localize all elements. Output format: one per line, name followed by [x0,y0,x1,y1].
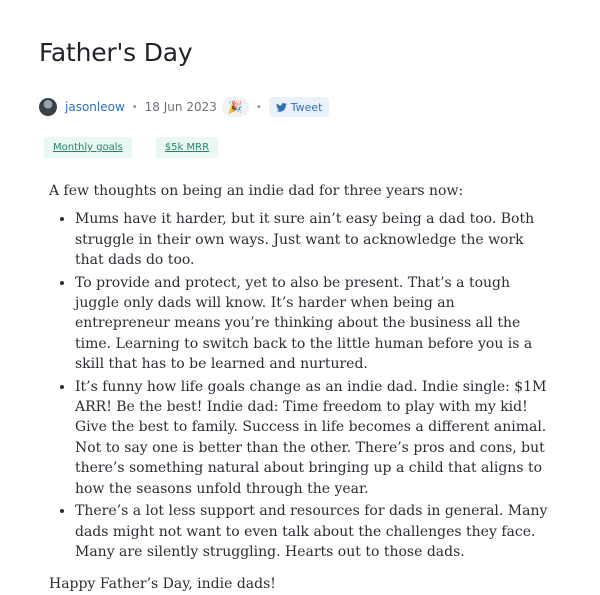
list-item: • It’s funny how life goals change as an indie dad. Indie single: $1M ARR! Be the best! Indie dad: Time freedom to play with my kid! Give the best to family. Success in life becomes a different animal. Not to say one is better than the other. There’s pros and cons, but there’s something natural about bringing up a child that aligns to how the seasons unfold through the year. [75,377,549,499]
author-link[interactable]: jasonleow [65,100,125,114]
post-body [49,181,549,595]
reaction-button[interactable] [222,97,249,117]
party-popper-icon: 🎉 [227,100,243,114]
post-date: 18 Jun 2023 [144,100,217,114]
bullet-list [49,209,549,562]
separator-dot-icon: • [255,101,262,113]
twitter-bird-icon [276,103,287,112]
tag-5k-mrr[interactable]: $5k MRR [156,137,218,158]
list-item: • To provide and protect, yet to also be present. That’s a tough juggle only dads will know. It’s harder when being an entrepreneur means you’re thinking about the business all the time. Learning to switch back to the little human before you is a skill that has to be learned and nurtured. [75,273,549,375]
tag-list [44,137,218,158]
post-outro: Happy Father’s Day, indie dads! [49,576,276,593]
list-item: • Mums have it harder, but it sure ain’t easy being a dad too. Both struggle in their own ways. Just want to acknowledge the work that dads do too. [75,209,549,270]
post-title: Father's Day [39,38,193,67]
tweet-button[interactable] [269,97,330,117]
list-item: • There’s a lot less support and resources for dads in general. Many dads might not want to even talk about the challenges they face. Many are silently struggling. Hearts out to those dads. [75,501,549,562]
post-meta [39,96,329,118]
avatar[interactable] [39,98,57,116]
tag-monthly-goals[interactable]: Monthly goals [44,137,132,158]
separator-dot-icon: • [131,101,138,113]
tweet-label: Tweet [290,100,323,114]
post-intro: A few thoughts on being an indie dad for three years now: [49,183,464,199]
